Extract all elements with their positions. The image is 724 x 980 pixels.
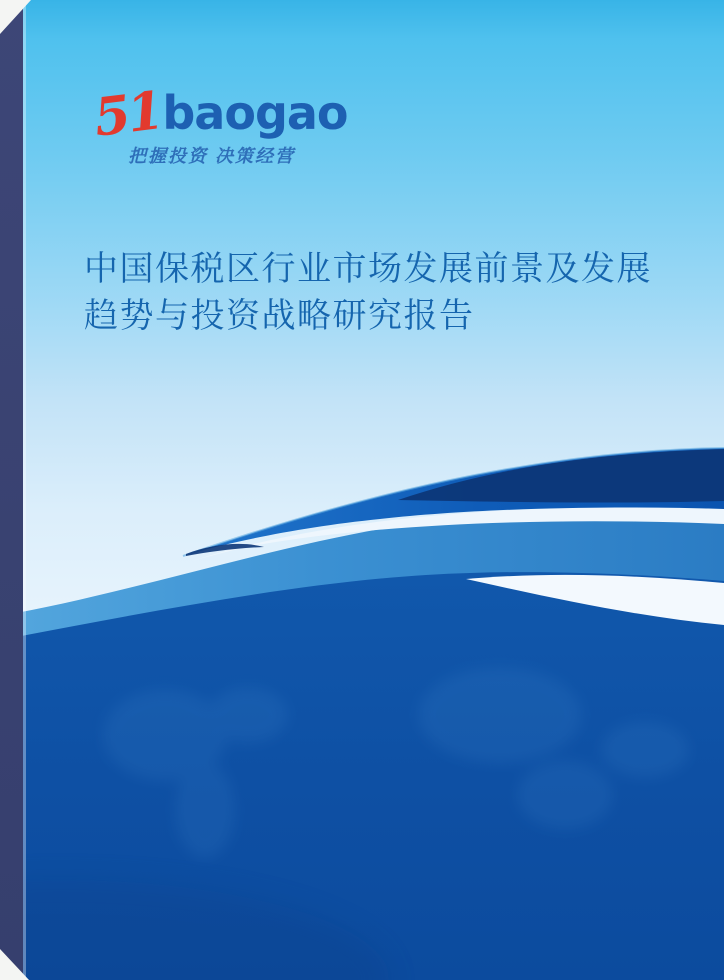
logo-wordmark: baogao xyxy=(162,86,348,140)
report-title-line1: 中国保税区行业市场发展前景及发展 xyxy=(84,250,652,288)
logo-tagline: 把握投资 决策经营 xyxy=(128,146,296,166)
wave-navy-crest xyxy=(398,449,724,503)
report-title-line2: 趋势与投资战略研究报告 xyxy=(84,297,475,335)
report-title xyxy=(84,246,684,340)
logo xyxy=(90,80,348,168)
logo-51-mark: 51 xyxy=(90,80,165,149)
left-spine-band xyxy=(0,0,23,980)
wave-artwork xyxy=(0,420,724,980)
